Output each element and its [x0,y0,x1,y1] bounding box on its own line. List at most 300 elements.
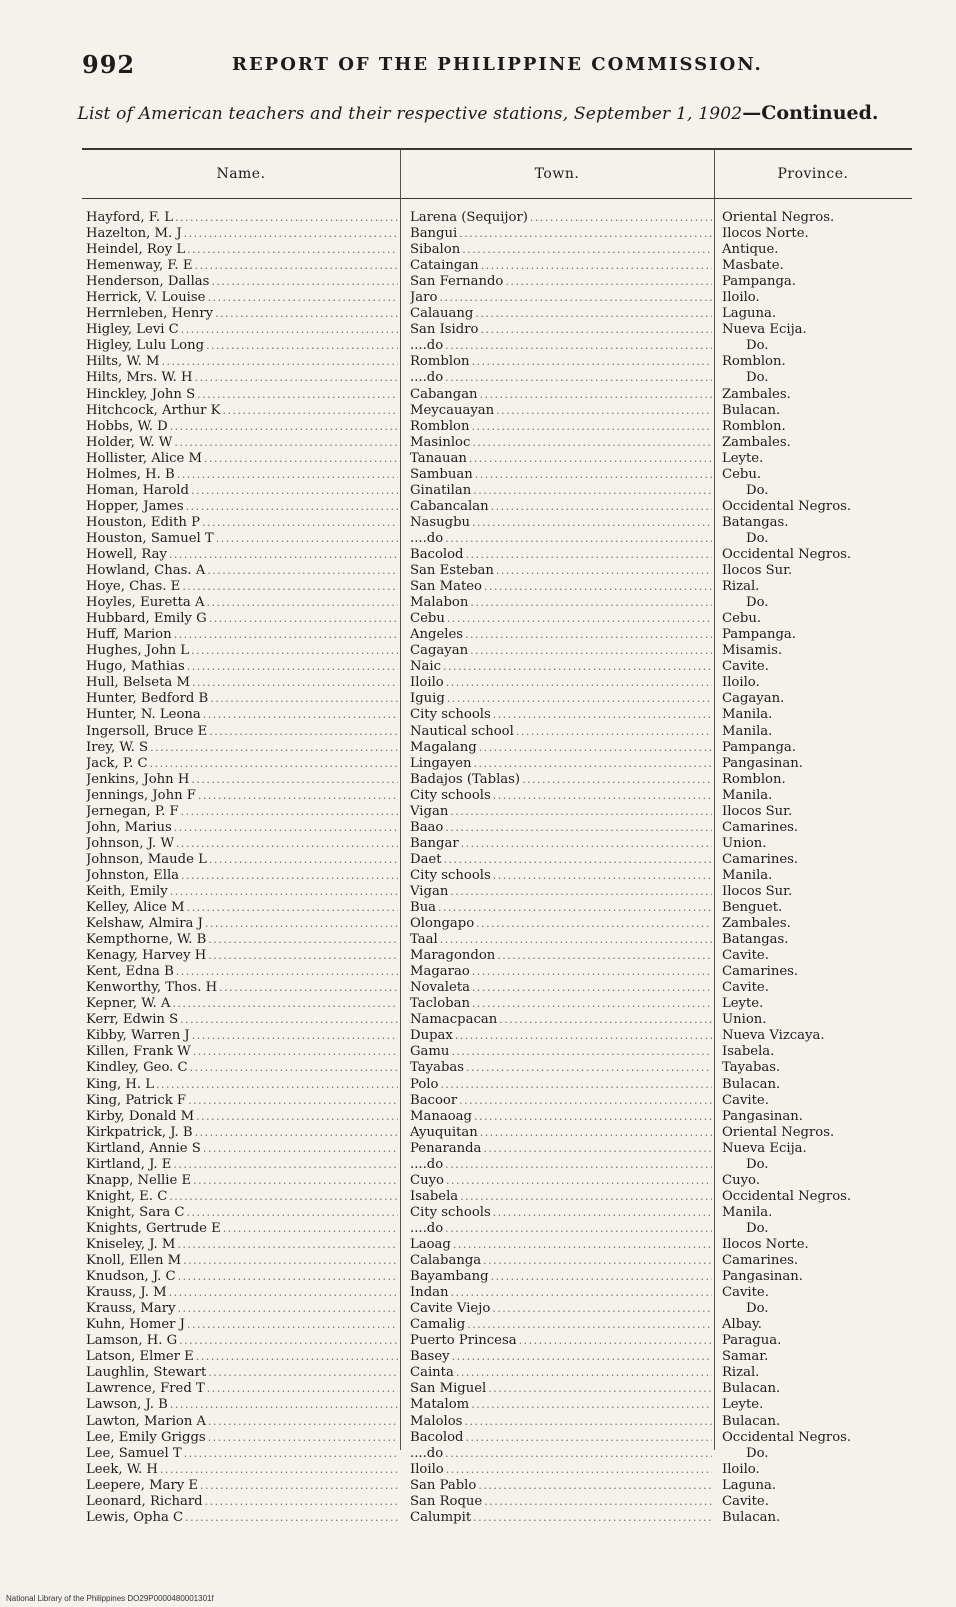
teacher-name-text: John, Marius [86,819,172,835]
town-cell [410,1285,712,1301]
teacher-name [86,1365,398,1381]
province-cell: Cavite. [722,1285,769,1301]
table-row [82,948,912,964]
teacher-name [86,836,398,852]
dot-leader [465,627,712,643]
town-cell-text: San Esteban [410,563,494,579]
town-cell [410,852,712,868]
dot-leader [451,1044,712,1060]
dot-leader [210,691,398,707]
teacher-name [86,419,398,435]
dot-leader [187,1317,398,1333]
town-cell [410,354,712,370]
teacher-name [86,948,398,964]
table-top-rule [82,148,912,150]
table-row [82,467,912,483]
dot-leader [445,338,712,354]
town-cell [410,1301,712,1317]
table-row [82,242,912,258]
town-cell-text: Romblon [410,418,470,434]
teacher-name-text: Leek, W. H [86,1461,158,1477]
province-cell: Bulacan. [722,1381,781,1397]
table-row [82,1301,912,1317]
dot-leader [474,1109,712,1125]
dot-leader [223,1221,398,1237]
province-cell: Iloilo. [722,1461,760,1477]
teacher-name [86,1253,398,1269]
table-row [82,1349,912,1365]
teacher-name-text: Hayford, F. L [86,210,173,225]
province-cell: Do. [746,530,769,546]
teacher-name [86,691,398,707]
dot-leader [197,387,398,403]
province-cell: Camarines. [722,819,799,835]
teacher-name [86,1510,398,1526]
teacher-name [86,611,398,627]
dot-leader [198,788,398,804]
town-cell [410,868,712,884]
teacher-name [86,916,398,932]
province-cell: Cebu. [722,611,762,627]
table-row [82,1397,912,1413]
dot-leader [204,451,398,467]
dot-leader [496,403,712,419]
teacher-name-text: Kent, Edna B [86,964,174,980]
teacher-name [86,547,398,563]
town-cell-text: Calumpit [410,1509,472,1525]
dot-leader [475,467,712,483]
teacher-name-text: Huff, Marion [86,627,172,643]
teacher-name-text: Hughes, John L [86,643,190,659]
teacher-name-text: Kerr, Edwin S [86,1012,179,1028]
teacher-name [86,595,398,611]
town-cell [410,226,712,242]
dot-leader [175,210,398,226]
province-cell: Ilocos Sur. [722,803,793,819]
teacher-name-text: Kirby, Donald M [86,1108,195,1124]
dot-leader [202,515,398,531]
teacher-name-text: Johnson, Maude L [86,851,207,867]
town-cell-text: San Mateo [410,579,482,595]
dot-leader [185,1510,398,1526]
table-row [82,707,912,723]
teacher-name [86,740,398,756]
province-cell: Leyte. [722,1397,764,1413]
dot-leader [181,868,398,884]
teacher-name-text: Kelshaw, Almira J [86,916,203,932]
province-cell: Bulacan. [722,402,781,418]
town-cell [410,1044,712,1060]
dot-leader [193,1173,398,1189]
table-row [82,1044,912,1060]
teacher-name-text: Hunter, Bedford B [86,691,209,707]
dot-leader [169,1189,398,1205]
teacher-name [86,1189,398,1205]
town-cell [410,435,712,451]
dot-leader [445,1157,712,1173]
table-row [82,724,912,740]
province-cell: Occidental Negros. [722,1188,852,1204]
teacher-name [86,1269,398,1285]
province-cell: Cavite. [722,948,769,964]
town-cell [410,900,712,916]
teacher-name [86,756,398,772]
province-cell: Iloilo. [722,675,760,691]
town-cell-text: Taal [410,932,438,948]
table-row [82,1077,912,1093]
dot-leader [170,419,398,435]
town-cell [410,627,712,643]
teacher-name [86,1125,398,1141]
province-cell: Cavite. [722,1493,769,1509]
teacher-name [86,900,398,916]
teacher-name [86,1301,398,1317]
province-cell: Romblon. [722,354,786,370]
town-cell-text: Cagayan [410,643,469,659]
teacher-name [86,226,398,242]
teacher-name [86,1333,398,1349]
dot-leader [174,820,398,836]
teacher-name-text: Krauss, Mary [86,1301,176,1317]
teacher-name [86,290,398,306]
teacher-name-text: Kindley, Geo. C [86,1060,188,1076]
town-cell-text: Naic [410,659,442,675]
teacher-name [86,804,398,820]
teacher-name [86,1221,398,1237]
teacher-name-text: Heindel, Roy L [86,242,186,258]
table-row [82,804,912,820]
dot-leader [491,1269,712,1285]
dot-leader [451,1285,712,1301]
dot-leader [445,370,712,386]
province-cell: Camarines. [722,851,799,867]
dot-leader [184,226,398,242]
town-cell [410,483,712,499]
town-cell-text: Bua [410,900,437,916]
province-cell: Oriental Negros. [722,1124,835,1140]
province-cell: Do. [746,1301,769,1317]
dot-leader [177,467,398,483]
dot-leader [196,1349,398,1365]
town-cell-text: Romblon [410,354,470,370]
dot-leader [452,1349,712,1365]
teacher-name [86,338,398,354]
province-cell: Pampanga. [722,627,796,643]
province-cell: Zambales. [722,916,791,932]
teacher-name [86,707,398,723]
dot-leader [470,643,712,659]
table-row [82,1093,912,1109]
teacher-name [86,1141,398,1157]
table-row [82,932,912,948]
town-cell [410,948,712,964]
province-cell: Pangasinan. [722,755,803,771]
town-cell [410,338,712,354]
town-cell-text: Calauang [410,306,474,322]
town-cell-text: Penaranda [410,1140,482,1156]
town-cell [410,980,712,996]
teacher-name-text: Hollister, Alice M [86,450,203,466]
province-cell: Pangasinan. [722,1269,803,1285]
table-row [82,563,912,579]
table-row [82,627,912,643]
dot-leader [191,483,398,499]
teacher-name [86,579,398,595]
table-row [82,338,912,354]
teacher-name-text: Holder, W. W [86,434,173,450]
dot-leader [209,724,398,740]
teacher-name [86,724,398,740]
dot-leader [219,980,398,996]
dot-leader [222,403,398,419]
teacher-name-text: Kuhn, Homer J [86,1317,185,1333]
dot-leader [456,1365,712,1381]
table-row [82,1012,912,1028]
dot-leader [169,547,398,563]
town-cell [410,1317,712,1333]
dot-leader [493,1205,712,1221]
town-cell [410,1333,712,1349]
province-cell: Nueva Ecija. [722,322,807,338]
table-row [82,1494,912,1510]
dot-leader [172,996,398,1012]
town-cell-text: Namacpacan [410,1012,498,1028]
column-header-name: Name. [216,166,266,182]
dot-leader [450,884,712,900]
town-cell-text: ....do [410,338,444,354]
teacher-name-text: Knoll, Ellen M [86,1253,182,1269]
town-cell-text: Tayabas [410,1060,465,1076]
teacher-name [86,1317,398,1333]
table-row [82,579,912,595]
dot-leader [445,820,712,836]
town-cell [410,756,712,772]
town-cell [410,1173,712,1189]
town-cell [410,1381,712,1397]
dot-leader [475,306,712,322]
dot-leader [453,1237,712,1253]
town-cell-text: Camalig [410,1317,466,1333]
table-row [82,1381,912,1397]
town-cell-text: Sambuan [410,466,473,482]
teacher-name [86,643,398,659]
teacher-name-text: Houston, Edith P [86,514,200,530]
teacher-name [86,387,398,403]
teacher-name-text: Hemenway, F. E [86,258,193,274]
town-cell-text: City schools [410,707,491,723]
dot-leader [178,1269,398,1285]
column-header-province: Province. [777,166,849,182]
table-row [82,884,912,900]
dot-leader [465,547,712,563]
town-cell [410,1157,712,1173]
table-row [82,1510,912,1526]
province-cell: Cavite. [722,980,769,996]
table-row [82,852,912,868]
town-cell [410,1510,712,1526]
teacher-name-text: Holmes, H. B [86,466,175,482]
teacher-name-text: Knapp, Nellie E [86,1172,192,1188]
dot-leader [196,1109,398,1125]
teacher-name [86,499,398,515]
town-cell-text: Vigan [410,883,449,899]
table-row [82,258,912,274]
teacher-name [86,820,398,836]
province-cell: Nueva Ecija. [722,1140,807,1156]
dot-leader [170,1397,398,1413]
town-cell [410,1397,712,1413]
town-cell-text: Iloilo [410,675,444,691]
town-cell [410,643,712,659]
town-cell-text: ....do [410,370,444,386]
table-row [82,370,912,386]
town-cell-text: Cuyo [410,1172,444,1188]
town-cell [410,1462,712,1478]
teacher-name-text: Herrick, V. Louise [86,290,206,306]
province-cell: Do. [746,1445,769,1461]
town-cell-text: Basey [410,1349,450,1365]
town-cell-text: City schools [410,787,491,803]
dot-leader [209,611,398,627]
dot-leader [180,1012,398,1028]
dot-leader [178,1301,398,1317]
teacher-name-text: Hitchcock, Arthur K [86,402,221,418]
province-cell: Do. [746,1156,769,1172]
table-row [82,1365,912,1381]
dot-leader [516,724,712,740]
table-row [82,1173,912,1189]
table-row [82,691,912,707]
page-header [82,50,902,84]
dot-leader [472,515,712,531]
town-cell [410,996,712,1012]
table-row [82,499,912,515]
town-cell-text: Bayambang [410,1269,489,1285]
town-cell-text: San Miguel [410,1381,487,1397]
teacher-name [86,322,398,338]
town-cell [410,242,712,258]
province-cell: Cebu. [722,466,762,482]
dot-leader [209,852,398,868]
province-cell: Pampanga. [722,739,796,755]
teacher-name [86,1157,398,1173]
table-row [82,483,912,499]
teacher-name-text: Johnston, Ella [86,867,180,883]
table-row [82,820,912,836]
dot-leader [173,1157,398,1173]
province-cell: Pampanga. [722,274,796,290]
province-cell: Do. [746,338,769,354]
town-cell [410,916,712,932]
dot-leader [480,387,712,403]
dot-leader [208,1365,398,1381]
teacher-name [86,1478,398,1494]
town-cell-text: Gamu [410,1044,450,1060]
teacher-name [86,852,398,868]
town-cell [410,515,712,531]
town-cell [410,419,712,435]
province-cell: Do. [746,1220,769,1236]
dot-leader [455,1028,712,1044]
province-cell: Manila. [722,707,773,723]
town-cell [410,675,712,691]
dot-leader [194,258,398,274]
dot-leader [491,499,712,515]
town-cell [410,563,712,579]
town-cell [410,788,712,804]
teacher-table-body [82,210,912,1526]
teacher-name [86,884,398,900]
town-cell-text: Matalom [410,1397,470,1413]
table-row [82,756,912,772]
teacher-name [86,659,398,675]
table-row [82,451,912,467]
teacher-name-text: Higley, Lulu Long [86,338,205,354]
dot-leader [190,1060,398,1076]
teacher-name-text: Hilts, Mrs. W. H [86,370,193,386]
town-cell-text: Lingayen [410,755,472,771]
dot-leader [162,354,398,370]
town-cell-text: San Roque [410,1493,483,1509]
province-cell: Bulacan. [722,1413,781,1429]
teacher-name [86,1237,398,1253]
town-cell-text: City schools [410,1204,491,1220]
dot-leader [205,1494,398,1510]
teacher-name-text: Kenworthy, Thos. H [86,980,218,996]
teacher-name [86,1397,398,1413]
teacher-name [86,932,398,948]
teacher-name-text: Kirkpatrick, J. B [86,1124,193,1140]
province-cell: Batangas. [722,932,789,948]
town-cell [410,1430,712,1446]
teacher-name-text: Leepere, Mary E [86,1477,199,1493]
teacher-name-text: Henderson, Dallas [86,274,210,290]
teacher-name [86,563,398,579]
table-row [82,419,912,435]
province-cell: Manila. [722,787,773,803]
running-head: REPORT OF THE PHILIPPINE COMMISSION. [232,54,763,75]
teacher-name [86,1060,398,1076]
dot-leader [191,772,398,788]
dot-leader [467,1317,712,1333]
town-cell [410,306,712,322]
caption-continued: —Continued. [742,102,879,124]
table-row [82,306,912,322]
teacher-name-text: Keith, Emily [86,883,168,899]
table-row [82,531,912,547]
town-cell [410,499,712,515]
dot-leader [208,1430,398,1446]
town-cell-text: Tanauan [410,450,467,466]
province-cell: Romblon. [722,771,786,787]
dot-leader [150,756,398,772]
teacher-name [86,1285,398,1301]
town-cell-text: ....do [410,1445,444,1461]
town-cell-text: Cavite Viejo [410,1301,491,1317]
teacher-name [86,627,398,643]
teacher-name-text: Johnson, J. W [86,835,174,851]
teacher-name-text: Knight, E. C [86,1188,168,1204]
teacher-name [86,515,398,531]
town-cell-text: ....do [410,1220,444,1236]
town-cell-text: City schools [410,867,491,883]
town-cell [410,1253,712,1269]
teacher-name [86,370,398,386]
town-cell-text: Puerto Princesa [410,1333,517,1349]
province-cell: Oriental Negros. [722,210,835,225]
table-row [82,354,912,370]
town-cell [410,772,712,788]
